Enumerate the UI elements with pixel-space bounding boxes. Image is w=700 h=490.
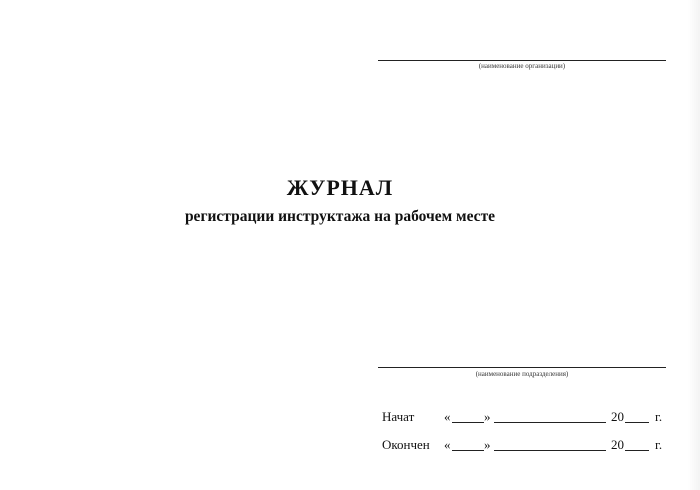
department-name-line[interactable] xyxy=(378,367,666,368)
organization-caption: (наименование организации) xyxy=(478,62,566,70)
page-subtitle: регистрации инструктажа на рабочем месте xyxy=(184,208,496,225)
finished-close-quote: » xyxy=(484,437,491,452)
started-year-suffix: г. xyxy=(655,409,663,424)
finished-date-row xyxy=(382,437,682,455)
finished-year-suffix: г. xyxy=(655,437,663,452)
finished-year-prefix: 20 xyxy=(611,437,624,452)
finished-open-quote: « xyxy=(444,437,451,452)
department-caption: (наименование подразделения) xyxy=(475,370,569,378)
finished-day-blank[interactable] xyxy=(452,450,484,451)
finished-year-blank[interactable] xyxy=(625,450,649,451)
finished-label: Окончен xyxy=(382,437,430,452)
started-date-row xyxy=(382,409,682,427)
started-month-blank[interactable] xyxy=(494,422,606,423)
started-open-quote: « xyxy=(444,409,451,424)
finished-month-blank[interactable] xyxy=(494,450,606,451)
started-close-quote: » xyxy=(484,409,491,424)
started-year-prefix: 20 xyxy=(611,409,624,424)
started-year-blank[interactable] xyxy=(625,422,649,423)
scan-edge-shadow xyxy=(688,0,700,490)
started-day-blank[interactable] xyxy=(452,422,484,423)
organization-name-line[interactable] xyxy=(378,60,666,61)
page-title: ЖУРНАЛ xyxy=(286,175,394,200)
started-label: Начат xyxy=(382,409,415,424)
